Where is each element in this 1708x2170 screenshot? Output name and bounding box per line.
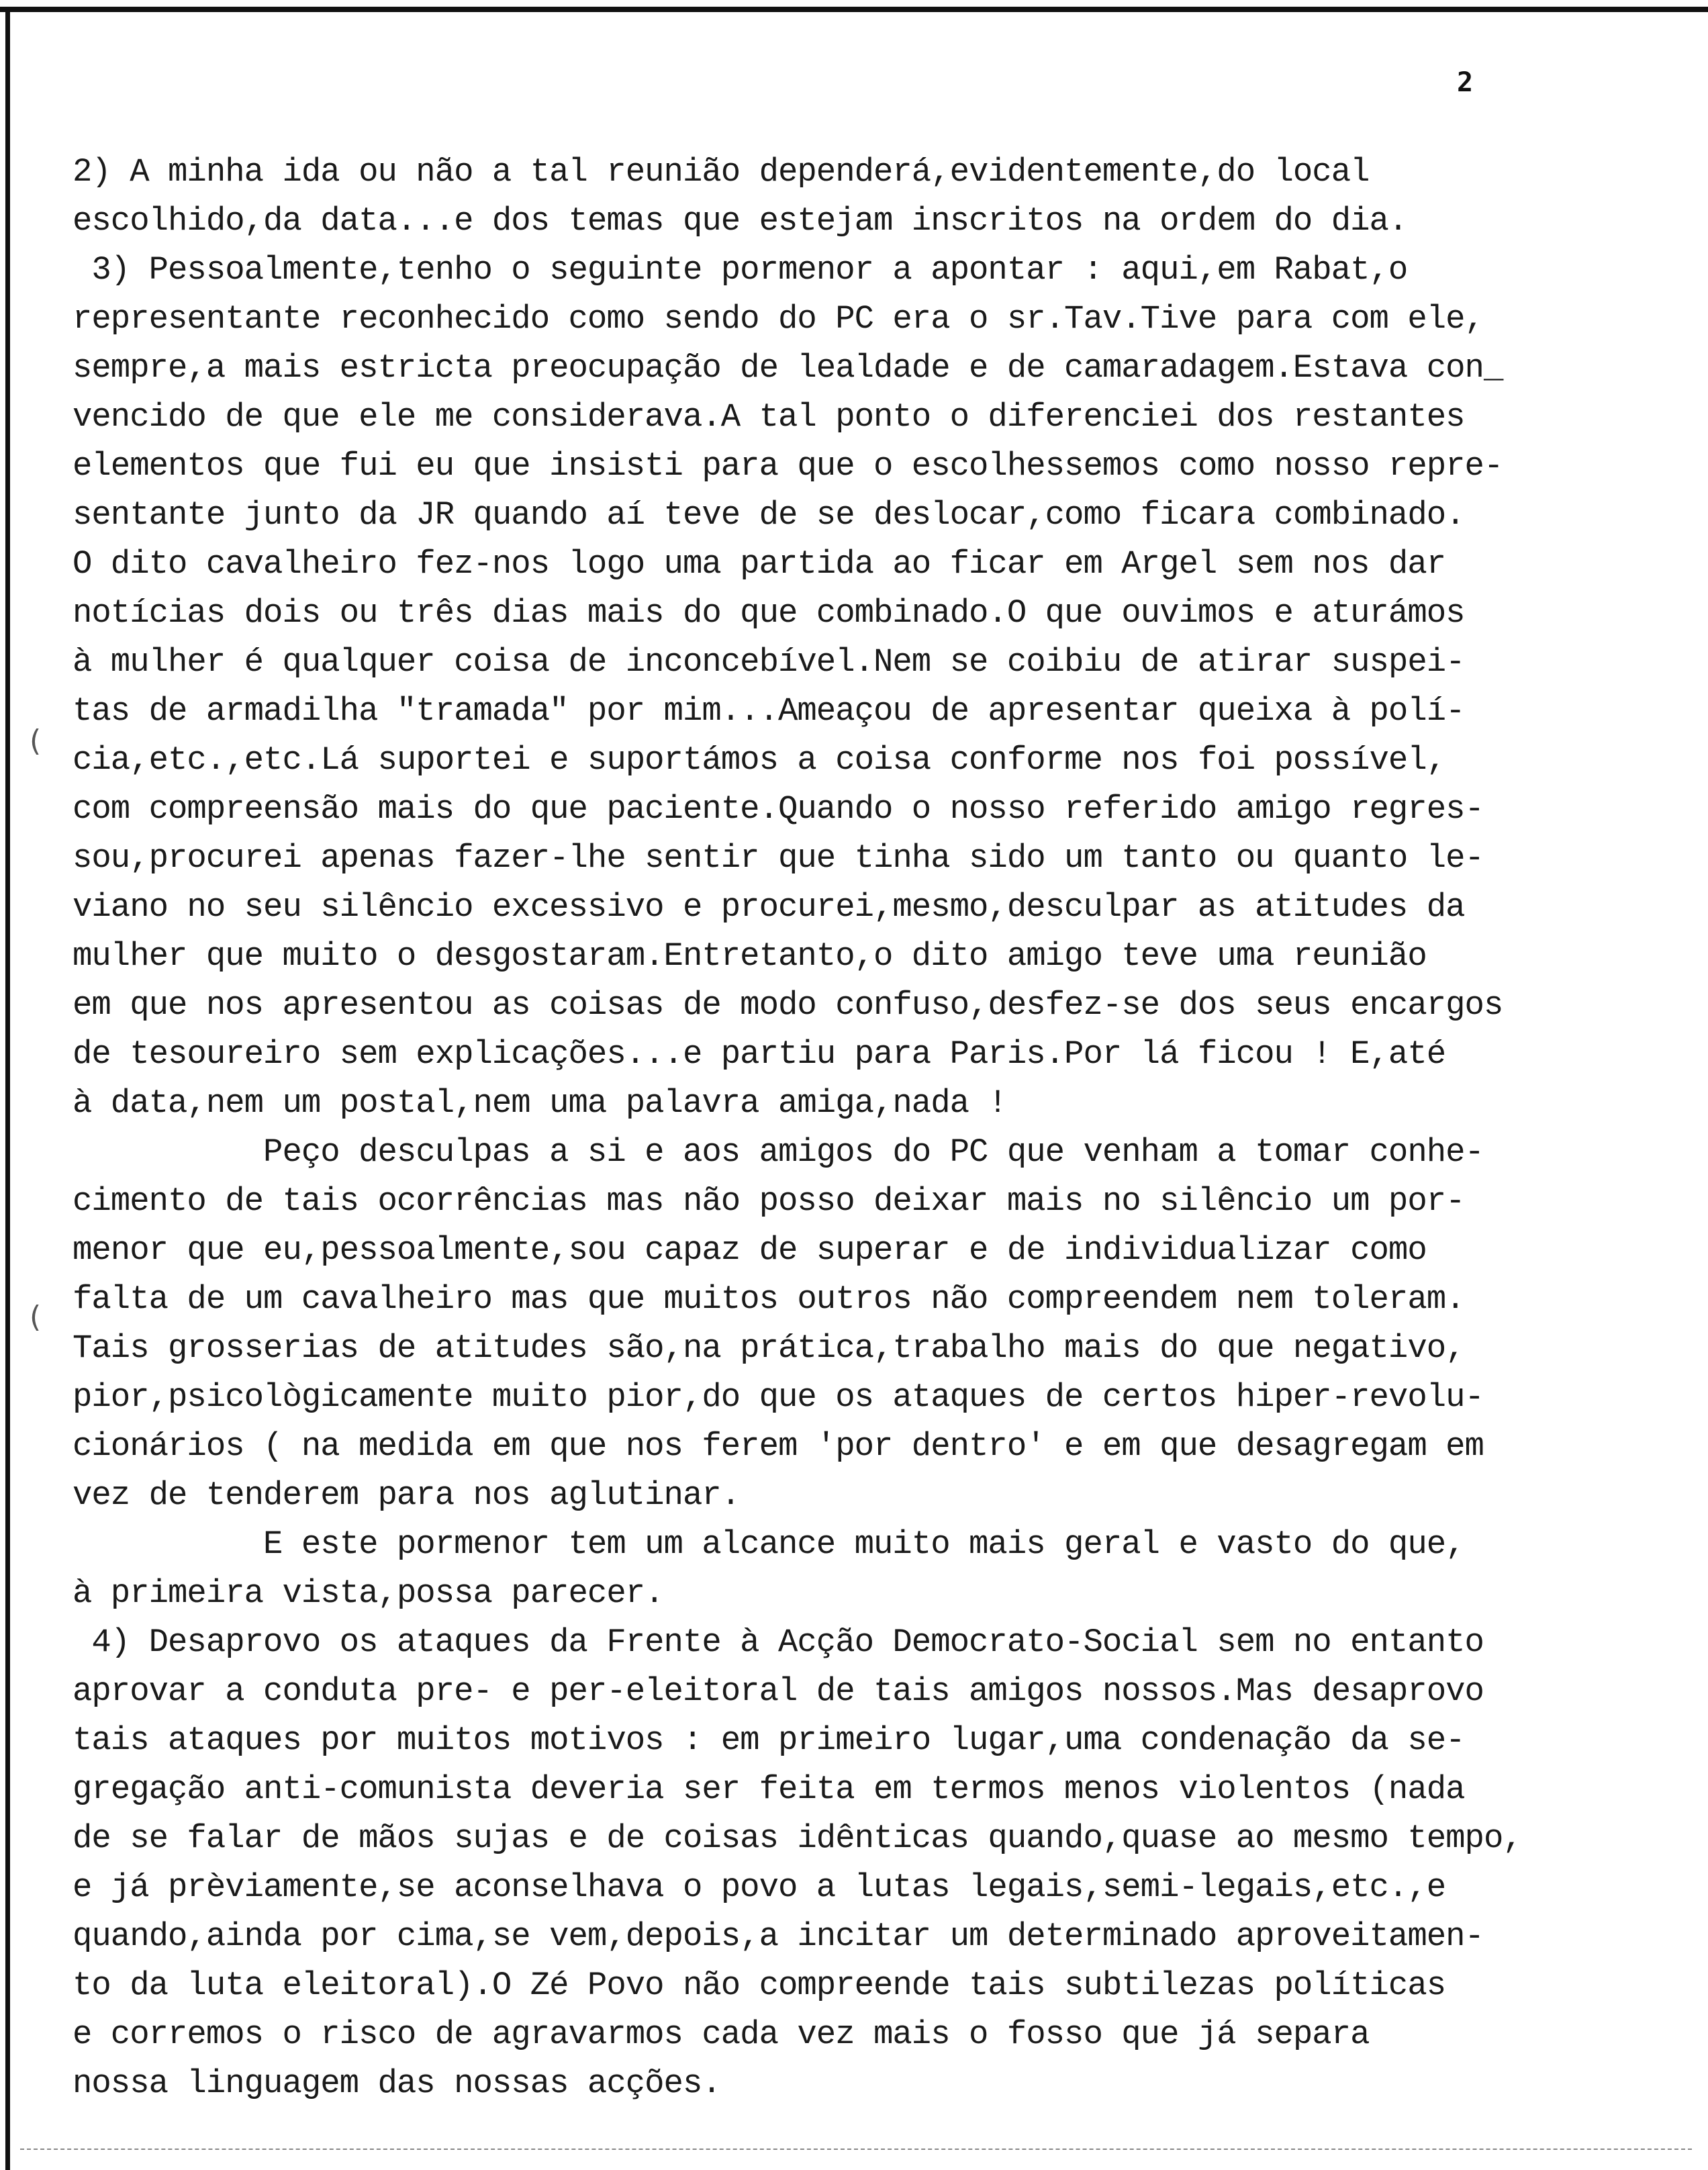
text-line: tas de armadilha "tramada" por mim...Ameaçou de apresentar queixa à polí- bbox=[73, 692, 1465, 730]
letter-body bbox=[73, 148, 1637, 2108]
text-line: com compreensão mais do que paciente.Quando o nosso referido amigo regres- bbox=[73, 790, 1484, 828]
text-line: mulher que muito o desgostaram.Entretanto,o dito amigo teve uma reunião bbox=[73, 937, 1427, 975]
page-number: 2 bbox=[1457, 67, 1474, 98]
text-line: escolhido,da data...e dos temas que estejam inscritos na ordem do dia. bbox=[73, 202, 1408, 240]
text-line: Peço desculpas a si e aos amigos do PC que venham a tomar conhe- bbox=[73, 1133, 1484, 1171]
text-line: menor que eu,pessoalmente,sou capaz de superar e de individualizar como bbox=[73, 1231, 1427, 1269]
text-line: vencido de que ele me considerava.A tal ponto o diferenciei dos restantes bbox=[73, 398, 1465, 436]
text-line: O dito cavalheiro fez-nos logo uma partida ao ficar em Argel sem nos dar bbox=[73, 545, 1446, 583]
text-line: 3) Pessoalmente,tenho o seguinte pormenor a apontar : aqui,em Rabat,o bbox=[73, 251, 1408, 289]
text-line: Tais grosserias de atitudes são,na prática,trabalho mais do que negativo, bbox=[73, 1329, 1465, 1367]
text-line: de se falar de mãos sujas e de coisas idênticas quando,quase ao mesmo tempo, bbox=[73, 1820, 1522, 1857]
text-line: sempre,a mais estricta preocupação de lealdade e de camaradagem.Estava con_ bbox=[73, 349, 1503, 387]
text-line: vez de tenderem para nos aglutinar. bbox=[73, 1476, 741, 1514]
text-line: pior,psicològicamente muito pior,do que os ataques de certos hiper-revolu- bbox=[73, 1378, 1484, 1416]
text-line: tais ataques por muitos motivos : em primeiro lugar,uma condenação da se- bbox=[73, 1721, 1465, 1759]
text-line: 4) Desaprovo os ataques da Frente à Acção Democrato-Social sem no entanto bbox=[73, 1623, 1484, 1661]
text-line: de tesoureiro sem explicações...e partiu para Paris.Por lá ficou ! E,até bbox=[73, 1035, 1446, 1073]
text-line: cimento de tais ocorrências mas não posso deixar mais no silêncio um por- bbox=[73, 1182, 1465, 1220]
text-line: E este pormenor tem um alcance muito mais geral e vasto do que, bbox=[73, 1525, 1465, 1563]
text-line: falta de um cavalheiro mas que muitos outros não compreendem nem toleram. bbox=[73, 1280, 1465, 1318]
text-line: em que nos apresentou as coisas de modo confuso,desfez-se dos seus encargos bbox=[73, 986, 1503, 1024]
text-line: 2) A minha ida ou não a tal reunião dependerá,evidentemente,do local bbox=[73, 153, 1370, 191]
page-bottom-edge bbox=[20, 2149, 1692, 2150]
text-line: notícias dois ou três dias mais do que combinado.O que ouvimos e aturámos bbox=[73, 594, 1465, 632]
text-line: representante reconhecido como sendo do PC era o sr.Tav.Tive para com ele, bbox=[73, 300, 1484, 338]
page-left-border bbox=[5, 7, 10, 2170]
text-line: cionários ( na medida em que nos ferem 'por dentro' e em que desagregam em bbox=[73, 1427, 1484, 1465]
text-line: nossa linguagem das nossas acções. bbox=[73, 2065, 721, 2102]
text-line: quando,ainda por cima,se vem,depois,a incitar um determinado aproveitamen- bbox=[73, 1918, 1484, 1955]
text-line: sou,procurei apenas fazer-lhe sentir que tinha sido um tanto ou quanto le- bbox=[73, 839, 1484, 877]
text-line: elementos que fui eu que insisti para que o escolhessemos como nosso repre- bbox=[73, 447, 1503, 485]
text-line: viano no seu silêncio excessivo e procurei,mesmo,desculpar as atitudes da bbox=[73, 888, 1465, 926]
margin-bracket-mark: ( bbox=[30, 1300, 42, 1334]
page-top-border bbox=[0, 7, 1708, 12]
text-line: à primeira vista,possa parecer. bbox=[73, 1574, 664, 1612]
text-line: à mulher é qualquer coisa de inconcebível.Nem se coibiu de atirar suspei- bbox=[73, 643, 1465, 681]
text-line: gregação anti-comunista deveria ser feita em termos menos violentos (nada bbox=[73, 1771, 1465, 1808]
text-line: sentante junto da JR quando aí teve de se deslocar,como ficara combinado. bbox=[73, 496, 1465, 534]
text-line: aprovar a conduta pre- e per-eleitoral de tais amigos nossos.Mas desaprovo bbox=[73, 1672, 1484, 1710]
text-line: e já prèviamente,se aconselhava o povo a lutas legais,semi-legais,etc.,e bbox=[73, 1869, 1446, 1906]
margin-bracket-mark: ( bbox=[30, 724, 42, 758]
text-line: à data,nem um postal,nem uma palavra amiga,nada ! bbox=[73, 1084, 1007, 1122]
text-line: to da luta eleitoral).O Zé Povo não compreende tais subtilezas políticas bbox=[73, 1967, 1446, 2004]
text-line: cia,etc.,etc.Lá suportei e suportámos a coisa conforme nos foi possível, bbox=[73, 741, 1446, 779]
text-line: e corremos o risco de agravarmos cada vez mais o fosso que já separa bbox=[73, 2016, 1370, 2053]
